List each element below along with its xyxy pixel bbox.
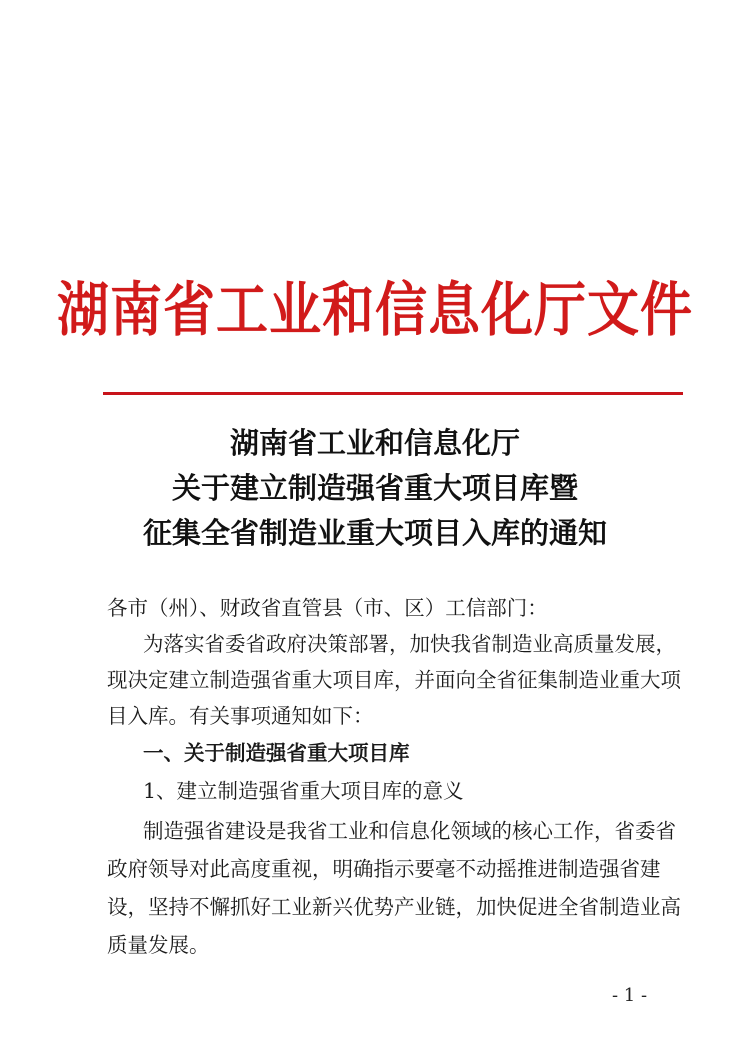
paragraph2-line-3: 设，坚持不懈抓好工业新兴优势产业链，加快促进全省制造业高 — [107, 895, 681, 919]
document-title-line-1: 湖南省工业和信息化厅 — [229, 426, 520, 460]
paragraph1-line-1: 为落实省委省政府决策部署，加快我省制造业高质量发展， — [143, 632, 676, 656]
paragraph1-line-3: 目入库。有关事项通知如下： — [107, 704, 374, 728]
document-title-line-3: 征集全省制造业重大项目入库的通知 — [142, 516, 607, 550]
paragraph2-line-2: 政府领导对此高度重视，明确指示要毫不动摇推进制造强省建 — [107, 857, 661, 881]
recipient-line: 各市（州）、财政省直管县（市、区）工信部门： — [107, 596, 548, 620]
page-number: - 1 - — [612, 985, 648, 1006]
section1-heading: 一、关于制造强省重大项目库 — [143, 741, 410, 765]
paragraph2-line-1: 制造强省建设是我省工业和信息化领域的核心工作，省委省 — [143, 819, 676, 843]
red-separator-line — [103, 392, 683, 395]
subsection1-heading: 1、建立制造强省重大项目库的意义 — [143, 779, 464, 803]
paragraph2-line-4: 质量发展。 — [107, 933, 210, 957]
issuer-header-title: 湖南省工业和信息化厅文件 — [56, 276, 693, 345]
document-title-line-2: 关于建立制造强省重大项目库暨 — [171, 471, 578, 505]
paragraph1-line-2: 现决定建立制造强省重大项目库，并面向全省征集制造业重大项 — [107, 668, 681, 692]
